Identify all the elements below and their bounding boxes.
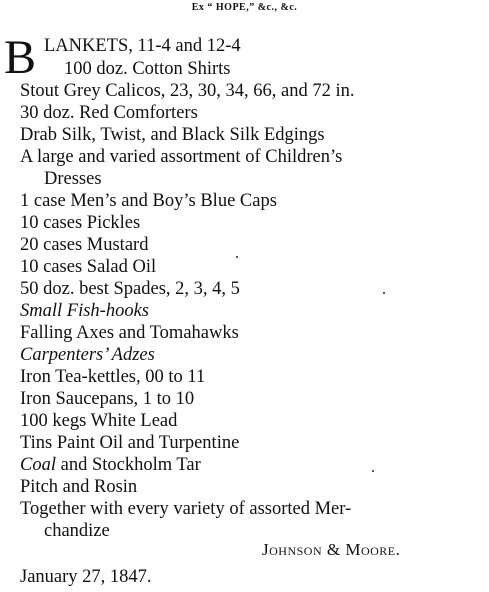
list-item: Falling Axes and Tomahawks [20, 323, 239, 343]
list-item: Small Fish-hooks [20, 301, 149, 321]
list-item: Together with every variety of assorted Mer- [20, 499, 352, 519]
list-item [20, 454, 201, 476]
list-item: Dresses [44, 169, 102, 189]
signature: Johnson & Moore. [262, 540, 401, 559]
list-item: 10 cases Pickles [20, 213, 141, 233]
list-item: chandize [44, 521, 110, 541]
ad-heading: Ex “ HOPE,” &c., &c. [191, 2, 298, 13]
list-item: 100 doz. Cotton Shirts [64, 59, 231, 79]
list-item: Iron Saucepans, 1 to 10 [20, 389, 195, 409]
list-item-rest: and Stockholm Tar [60, 455, 201, 475]
list-item: Carpenters’ Adzes [20, 345, 155, 365]
list-item: Drab Silk, Twist, and Black Silk Edgings [20, 125, 325, 145]
list-item: 1 case Men’s and Boy’s Blue Caps [20, 191, 277, 211]
print-speck [372, 470, 374, 472]
list-item: 50 doz. best Spades, 2, 3, 4, 5 [20, 279, 240, 299]
list-item: A large and varied assortment of Children’s [20, 147, 343, 167]
date: January 27, 1847. [20, 567, 152, 587]
list-item: 100 kegs White Lead [20, 411, 178, 431]
list-item: Stout Grey Calicos, 23, 30, 34, 66, and 72 in. [20, 81, 355, 101]
print-speck [383, 292, 385, 294]
print-speck [236, 256, 238, 258]
list-item: 30 doz. Red Comforters [20, 103, 198, 123]
list-item: 20 cases Mustard [20, 235, 149, 255]
list-item-italic-part: Coal [20, 455, 56, 475]
list-item: Tins Paint Oil and Turpentine [20, 433, 240, 453]
list-item: Pitch and Rosin [20, 477, 138, 497]
list-item: 10 cases Salad Oil [20, 257, 157, 277]
list-item: LANKETS, 11-4 and 12-4 [44, 36, 241, 56]
drop-cap: B [4, 31, 37, 84]
list-item: Iron Tea-kettles, 00 to 11 [20, 367, 206, 387]
